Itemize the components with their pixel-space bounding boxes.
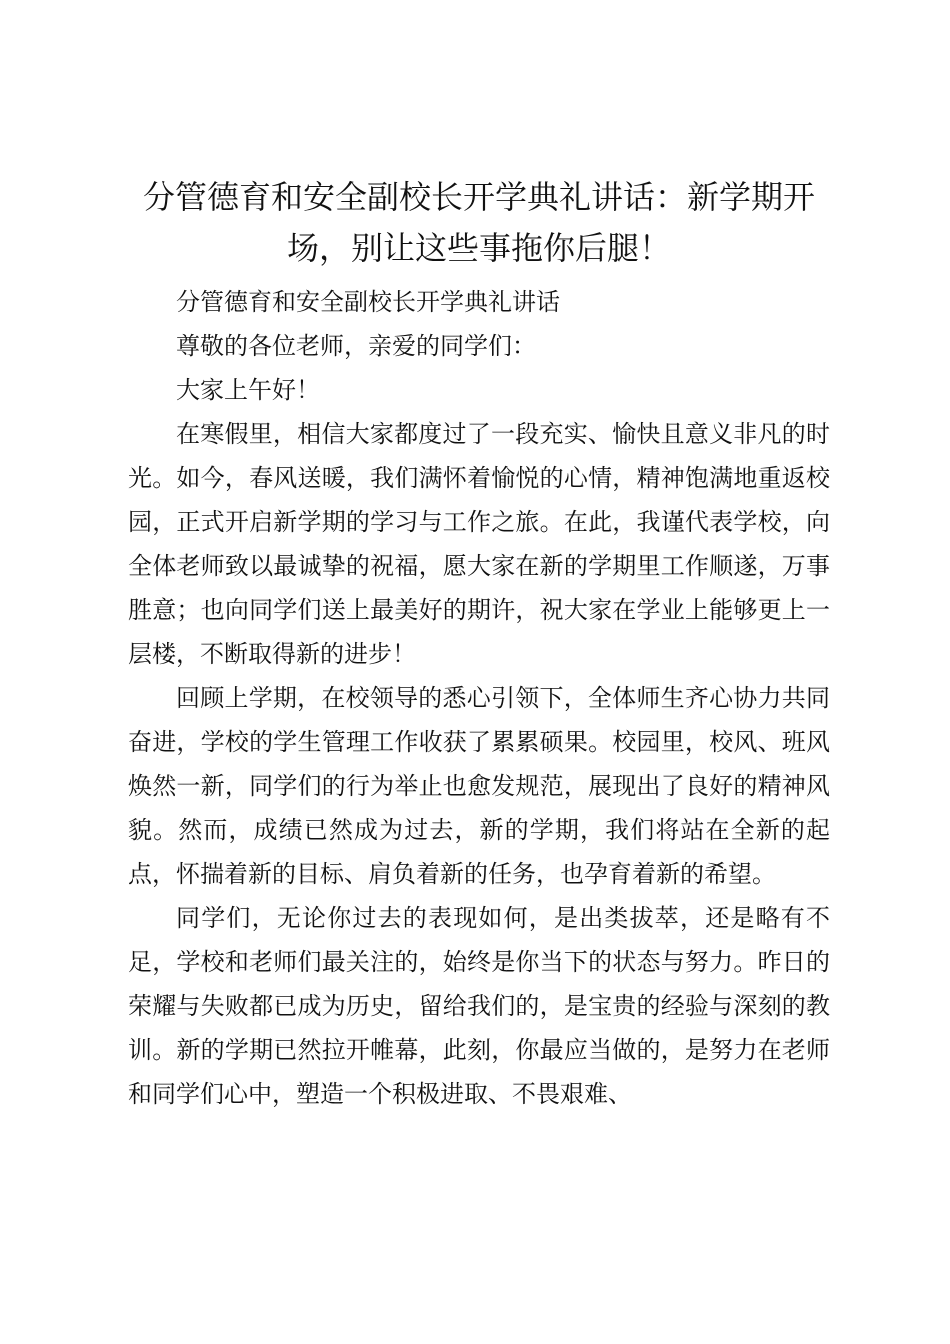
greeting-paragraph: 大家上午好！ [176, 376, 320, 404]
subtitle-paragraph: 分管德育和安全副校长开学典礼讲话 [176, 288, 560, 316]
body-paragraph: 同学们，无论你过去的表现如何，是出类拔萃，还是略有不足，学校和老师们最关注的，始终是你当下的状态与努力。昨日的荣耀与失败都已成为历史，留给我们的，是宝贵的经验与深刻的教训。新的学期已然拉开帷幕，此刻，你最应当做的，是努力在老师和同学们心中，塑造一个积极进取、不畏艰难、 [128, 904, 830, 1108]
salutation-paragraph: 尊敬的各位老师，亲爱的同学们： [176, 332, 536, 360]
document-title: 分管德育和安全副校长开学典礼讲话：新学期开场，别让这些事拖你后腿！ [142, 178, 815, 267]
body-paragraph: 在寒假里，相信大家都度过了一段充实、愉快且意义非凡的时光。如今，春风送暖，我们满怀着愉悦的心情，精神饱满地重返校园，正式开启新学期的学习与工作之旅。在此，我谨代表学校，向全体老师致以最诚挚的祝福，愿大家在新的学期里工作顺遂，万事胜意；也向同学们送上最美好的期许，祝大家在学业上能够更上一层楼，不断取得新的进步！ [128, 420, 830, 668]
document-body [128, 172, 830, 1116]
body-paragraph: 回顾上学期，在校领导的悉心引领下，全体师生齐心协力共同奋进，学校的学生管理工作收获了累累硕果。校园里，校风、班风焕然一新，同学们的行为举止也愈发规范，展现出了良好的精神风貌。然而，成绩已然成为过去，新的学期，我们将站在全新的起点，怀揣着新的目标、肩负着新的任务，也孕育着新的希望。 [128, 684, 830, 888]
